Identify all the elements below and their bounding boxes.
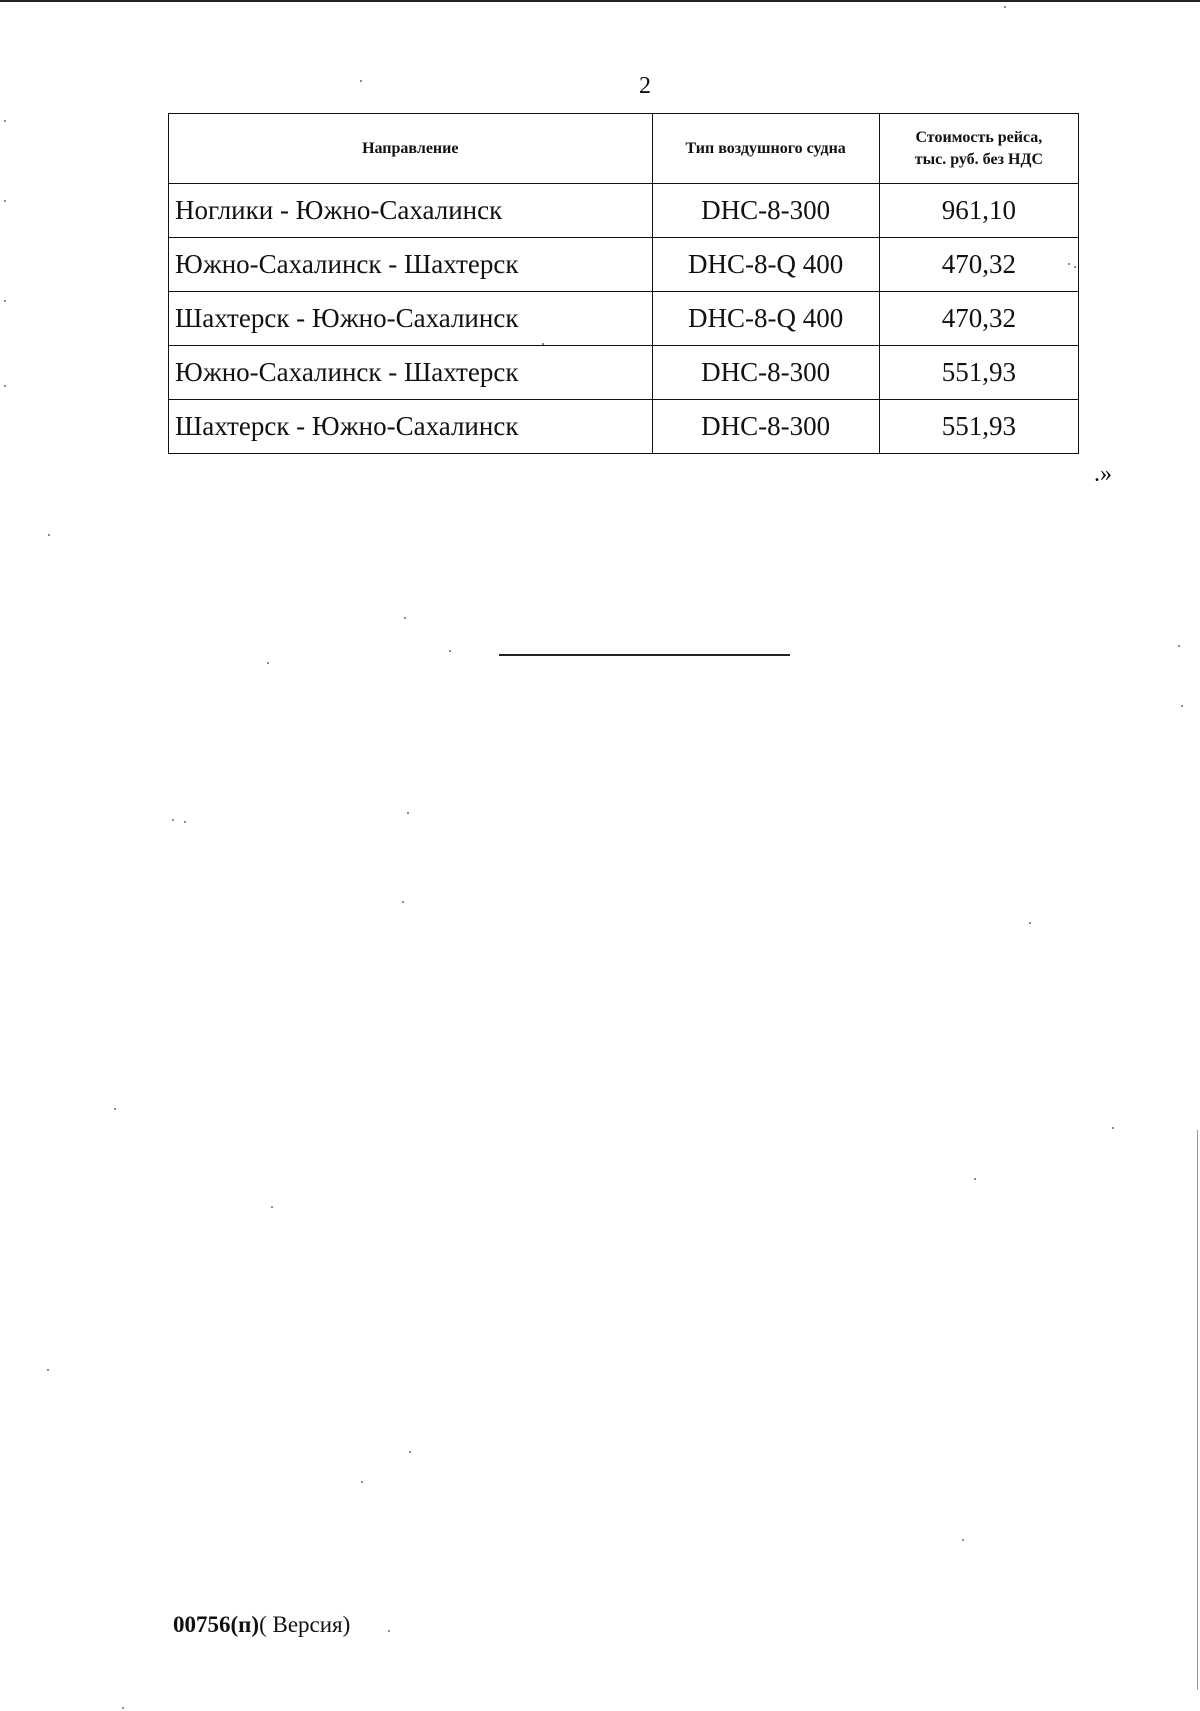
scan-speck (47, 1369, 49, 1371)
cell-direction: Южно-Сахалинск - Шахтерск (169, 238, 653, 292)
scan-speck (1074, 266, 1076, 268)
table-row (169, 400, 1079, 454)
scan-speck (360, 80, 362, 82)
scan-speck (114, 1108, 116, 1110)
scan-speck (409, 1451, 411, 1453)
cell-aircraft-type: DHC-8-Q 400 (652, 292, 879, 346)
footer-version: ( Версия) (259, 1612, 351, 1637)
cell-aircraft-type: DHC-8-Q 400 (652, 238, 879, 292)
table-row (169, 346, 1079, 400)
header-cost (879, 114, 1078, 184)
scan-speck (267, 662, 269, 664)
table-row (169, 238, 1079, 292)
footer-document-code (173, 1611, 350, 1639)
cell-direction: Южно-Сахалинск - Шахтерск (169, 346, 653, 400)
scan-speck (388, 1630, 390, 1632)
scan-speck (4, 300, 6, 302)
cell-cost: 551,93 (879, 400, 1078, 454)
scan-speck (172, 819, 174, 821)
scan-speck (184, 821, 186, 823)
header-cost-line1: Стоимость рейса, (915, 128, 1043, 146)
scan-speck (271, 1206, 273, 1208)
cell-direction: Шахтерск - Южно-Сахалинск (169, 292, 653, 346)
scan-speck (962, 1539, 964, 1541)
footer-code-number: 00756(п) (173, 1612, 260, 1637)
scan-speck (1112, 1127, 1114, 1129)
cell-cost: 470,32 (879, 292, 1078, 346)
cell-cost: 470,32 (879, 238, 1078, 292)
scan-speck (1181, 705, 1183, 707)
cell-cost: 961,10 (879, 184, 1078, 238)
scan-speck (402, 901, 404, 903)
cell-direction: Шахтерск - Южно-Сахалинск (169, 400, 653, 454)
scan-speck (449, 650, 451, 652)
scan-speck (1178, 645, 1180, 647)
scan-speck (122, 1707, 124, 1709)
page-number: 2 (639, 73, 651, 99)
flight-cost-table (168, 113, 1079, 454)
scan-speck (407, 812, 409, 814)
scan-speck (542, 343, 544, 345)
scan-right-edge (1197, 1130, 1198, 1690)
scan-speck (4, 120, 6, 122)
table-row (169, 184, 1079, 238)
header-cost-line2: тыс. руб. без НДС (914, 150, 1044, 168)
header-aircraft-type: Тип воздушного судна (652, 114, 879, 184)
scan-speck (1004, 6, 1006, 8)
cell-aircraft-type: DHC-8-300 (652, 400, 879, 454)
cell-direction: Ноглики - Южно-Сахалинск (169, 184, 653, 238)
scan-speck (361, 1481, 363, 1483)
scan-speck (48, 534, 50, 536)
scan-speck (4, 385, 6, 387)
cell-aircraft-type: DHC-8-300 (652, 346, 879, 400)
scan-speck (4, 200, 6, 202)
scan-speck (404, 617, 406, 619)
scan-speck (1029, 922, 1031, 924)
closing-quote: .» (1094, 461, 1112, 487)
scan-speck (974, 1178, 976, 1180)
separator-line (499, 654, 790, 656)
header-direction: Направление (169, 114, 653, 184)
table-row (169, 292, 1079, 346)
cell-cost: 551,93 (879, 346, 1078, 400)
cell-aircraft-type: DHC-8-300 (652, 184, 879, 238)
scan-speck (1068, 263, 1070, 265)
table-header-row (169, 114, 1079, 184)
scan-top-border (0, 0, 1200, 2)
